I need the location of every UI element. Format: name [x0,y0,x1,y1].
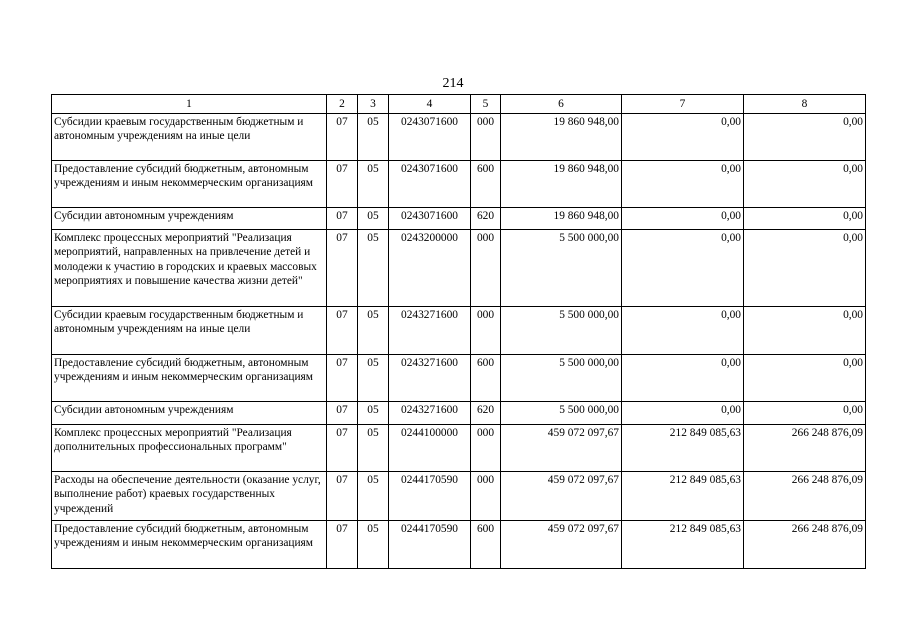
section-code: 07 [327,208,358,230]
amount-col-6: 19 860 948,00 [501,208,622,230]
subsection-code: 05 [358,402,389,425]
amount-col-7: 212 849 085,63 [622,425,744,472]
amount-col-6: 5 500 000,00 [501,355,622,402]
column-header: 7 [622,95,744,114]
subsection-code: 05 [358,114,389,161]
column-header: 2 [327,95,358,114]
header-row [52,95,866,114]
amount-col-8: 0,00 [744,307,866,355]
amount-col-8: 266 248 876,09 [744,521,866,569]
table-row [52,402,866,425]
column-header: 6 [501,95,622,114]
amount-col-8: 266 248 876,09 [744,472,866,521]
amount-col-7: 0,00 [622,114,744,161]
expense-type-code: 600 [471,355,501,402]
column-header: 8 [744,95,866,114]
amount-col-6: 19 860 948,00 [501,114,622,161]
target-article-code: 0244100000 [389,425,471,472]
table-row [52,307,866,355]
section-code: 07 [327,402,358,425]
row-name: Предоставление субсидий бюджетным, автономным учреждениям и иным некоммерческим организациям [52,521,327,569]
target-article-code: 0244170590 [389,472,471,521]
expense-type-code: 000 [471,307,501,355]
amount-col-8: 0,00 [744,161,866,208]
row-name: Субсидии автономным учреждениям [52,402,327,425]
table-row [52,230,866,307]
table-row [52,114,866,161]
section-code: 07 [327,425,358,472]
expense-type-code: 000 [471,425,501,472]
section-code: 07 [327,521,358,569]
amount-col-7: 0,00 [622,230,744,307]
amount-col-8: 0,00 [744,230,866,307]
amount-col-6: 459 072 097,67 [501,472,622,521]
expense-type-code: 000 [471,472,501,521]
column-header: 4 [389,95,471,114]
page-number: 214 [442,76,464,91]
expense-type-code: 600 [471,521,501,569]
target-article-code: 0243200000 [389,230,471,307]
amount-col-6: 459 072 097,67 [501,521,622,569]
amount-col-7: 212 849 085,63 [622,472,744,521]
subsection-code: 05 [358,161,389,208]
expense-type-code: 620 [471,208,501,230]
amount-col-7: 0,00 [622,402,744,425]
table-row [52,161,866,208]
row-name: Комплекс процессных мероприятий "Реализация мероприятий, направленных на привлечение детей и молодежи к участию в городских и краевых массовых мероприятиях и повышение качества жизни детей" [52,230,327,307]
target-article-code: 0243071600 [389,114,471,161]
amount-col-6: 5 500 000,00 [501,230,622,307]
row-name: Предоставление субсидий бюджетным, автономным учреждениям и иным некоммерческим организациям [52,161,327,208]
amount-col-6: 5 500 000,00 [501,402,622,425]
target-article-code: 0243271600 [389,307,471,355]
subsection-code: 05 [358,307,389,355]
target-article-code: 0243071600 [389,208,471,230]
amount-col-8: 0,00 [744,208,866,230]
row-name: Субсидии краевым государственным бюджетным и автономным учреждениям на иные цели [52,114,327,161]
amount-col-7: 212 849 085,63 [622,521,744,569]
section-code: 07 [327,307,358,355]
row-name: Субсидии краевым государственным бюджетным и автономным учреждениям на иные цели [52,307,327,355]
target-article-code: 0243271600 [389,355,471,402]
budget-table [51,94,866,569]
section-code: 07 [327,355,358,402]
subsection-code: 05 [358,472,389,521]
amount-col-6: 459 072 097,67 [501,425,622,472]
table-row [52,355,866,402]
amount-col-6: 19 860 948,00 [501,161,622,208]
expense-type-code: 620 [471,402,501,425]
table-row [52,425,866,472]
amount-col-7: 0,00 [622,208,744,230]
subsection-code: 05 [358,230,389,307]
amount-col-7: 0,00 [622,161,744,208]
expense-type-code: 000 [471,230,501,307]
row-name: Предоставление субсидий бюджетным, автономным учреждениям и иным некоммерческим организациям [52,355,327,402]
column-header: 3 [358,95,389,114]
subsection-code: 05 [358,208,389,230]
expense-type-code: 000 [471,114,501,161]
amount-col-8: 266 248 876,09 [744,425,866,472]
subsection-code: 05 [358,425,389,472]
amount-col-8: 0,00 [744,355,866,402]
table-row [52,521,866,569]
amount-col-7: 0,00 [622,307,744,355]
column-header: 5 [471,95,501,114]
amount-col-8: 0,00 [744,114,866,161]
section-code: 07 [327,472,358,521]
target-article-code: 0243271600 [389,402,471,425]
subsection-code: 05 [358,355,389,402]
section-code: 07 [327,161,358,208]
section-code: 07 [327,114,358,161]
row-name: Субсидии автономным учреждениям [52,208,327,230]
column-header: 1 [52,95,327,114]
target-article-code: 0243071600 [389,161,471,208]
table-row [52,208,866,230]
table-row [52,472,866,521]
subsection-code: 05 [358,521,389,569]
row-name: Расходы на обеспечение деятельности (оказание услуг, выполнение работ) краевых государственных учреждений [52,472,327,521]
amount-col-8: 0,00 [744,402,866,425]
expense-type-code: 600 [471,161,501,208]
amount-col-7: 0,00 [622,355,744,402]
section-code: 07 [327,230,358,307]
target-article-code: 0244170590 [389,521,471,569]
row-name: Комплекс процессных мероприятий "Реализация дополнительных профессиональных программ" [52,425,327,472]
amount-col-6: 5 500 000,00 [501,307,622,355]
